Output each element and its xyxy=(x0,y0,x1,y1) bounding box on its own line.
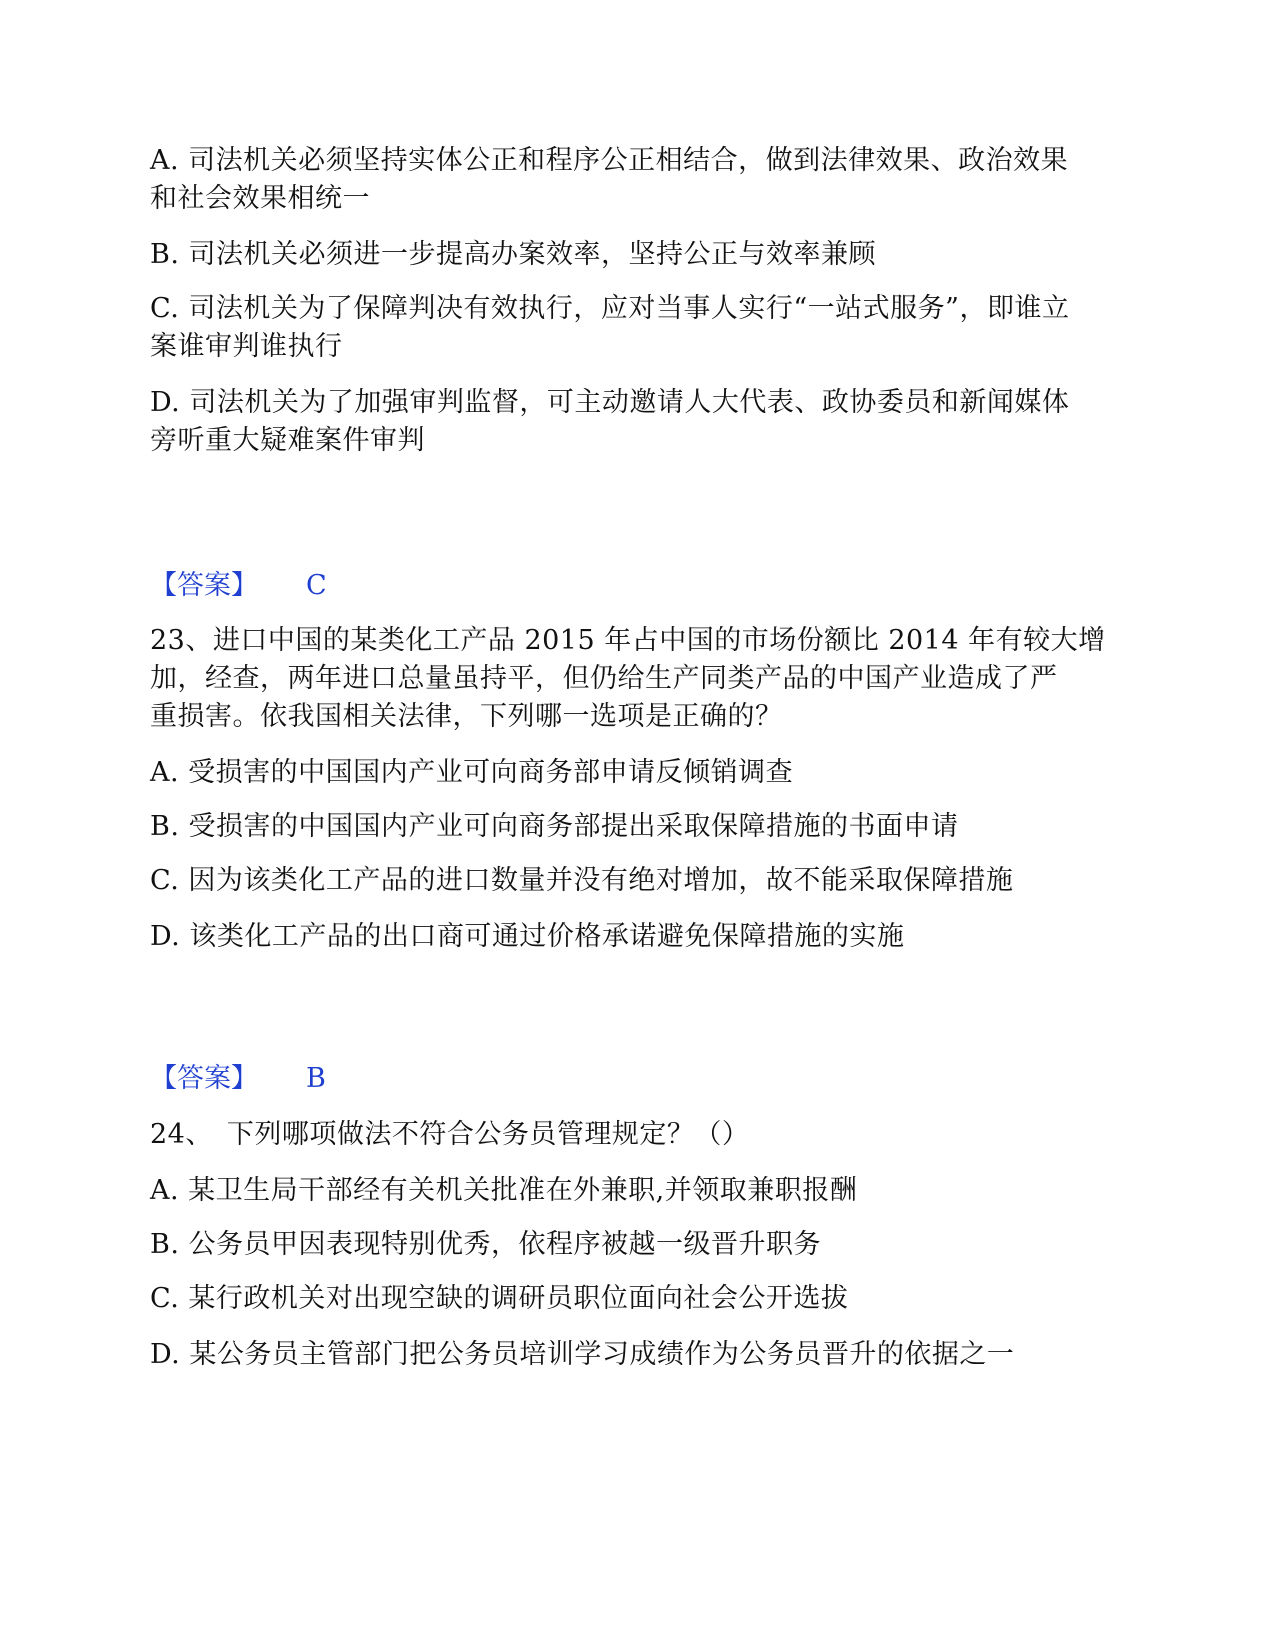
q24-stem: 24、 下列哪项做法不符合公务员管理规定？（） xyxy=(150,1119,750,1150)
q23-stem-line1: 23、进口中国的某类化工产品 2015 年占中国的市场份额比 2014 年有较大增 xyxy=(150,625,1106,656)
q24-option-c: C. 某行政机关对出现空缺的调研员职位面向社会公开选拔 xyxy=(150,1283,849,1314)
q24-option-b: B. 公务员甲因表现特别优秀，依程序被越一级晋升职务 xyxy=(150,1229,822,1260)
q23-option-a: A. 受损害的中国国内产业可向商务部申请反倾销调查 xyxy=(150,757,794,788)
q23-stem-line2: 加，经查，两年进口总量虽持平，但仍给生产同类产品的中国产业造成了严 xyxy=(150,663,1058,694)
q24-option-a: A. 某卫生局干部经有关机关批准在外兼职,并领取兼职报酬 xyxy=(150,1175,858,1206)
q22-option-d-line1: D. 司法机关为了加强审判监督，可主动邀请人大代表、政协委员和新闻媒体 xyxy=(150,387,1070,418)
q23-stem-line3: 重损害。依我国相关法律，下列哪一选项是正确的？ xyxy=(150,701,783,732)
q23-option-d: D. 该类化工产品的出口商可通过价格承诺避免保障措施的实施 xyxy=(150,921,905,952)
q22-option-b: B. 司法机关必须进一步提高办案效率，坚持公正与效率兼顾 xyxy=(150,239,877,270)
q24-option-d: D. 某公务员主管部门把公务员培训学习成绩作为公务员晋升的依据之一 xyxy=(150,1339,1015,1370)
q22-option-c-line1: C. 司法机关为了保障判决有效执行，应对当事人实行“一站式服务”，即谁立 xyxy=(150,293,1070,324)
q23-option-b: B. 受损害的中国国内产业可向商务部提出采取保障措施的书面申请 xyxy=(150,811,959,842)
q22-option-a-line1: A. 司法机关必须坚持实体公正和程序公正相结合，做到法律效果、政治效果 xyxy=(150,145,1069,176)
answer-value: C xyxy=(306,570,327,601)
q22-option-d-line2: 旁听重大疑难案件审判 xyxy=(150,425,425,456)
q22-option-c-line2: 案谁审判谁执行 xyxy=(150,331,343,362)
answer-label: 【答案】 xyxy=(150,570,258,601)
answer-value: B xyxy=(306,1063,326,1094)
answer-label: 【答案】 xyxy=(150,1063,258,1094)
q22-option-a-line2: 和社会效果相统一 xyxy=(150,183,370,214)
q22-answer xyxy=(150,567,327,605)
q23-answer xyxy=(150,1060,326,1098)
q23-option-c: C. 因为该类化工产品的进口数量并没有绝对增加，故不能采取保障措施 xyxy=(150,865,1014,896)
